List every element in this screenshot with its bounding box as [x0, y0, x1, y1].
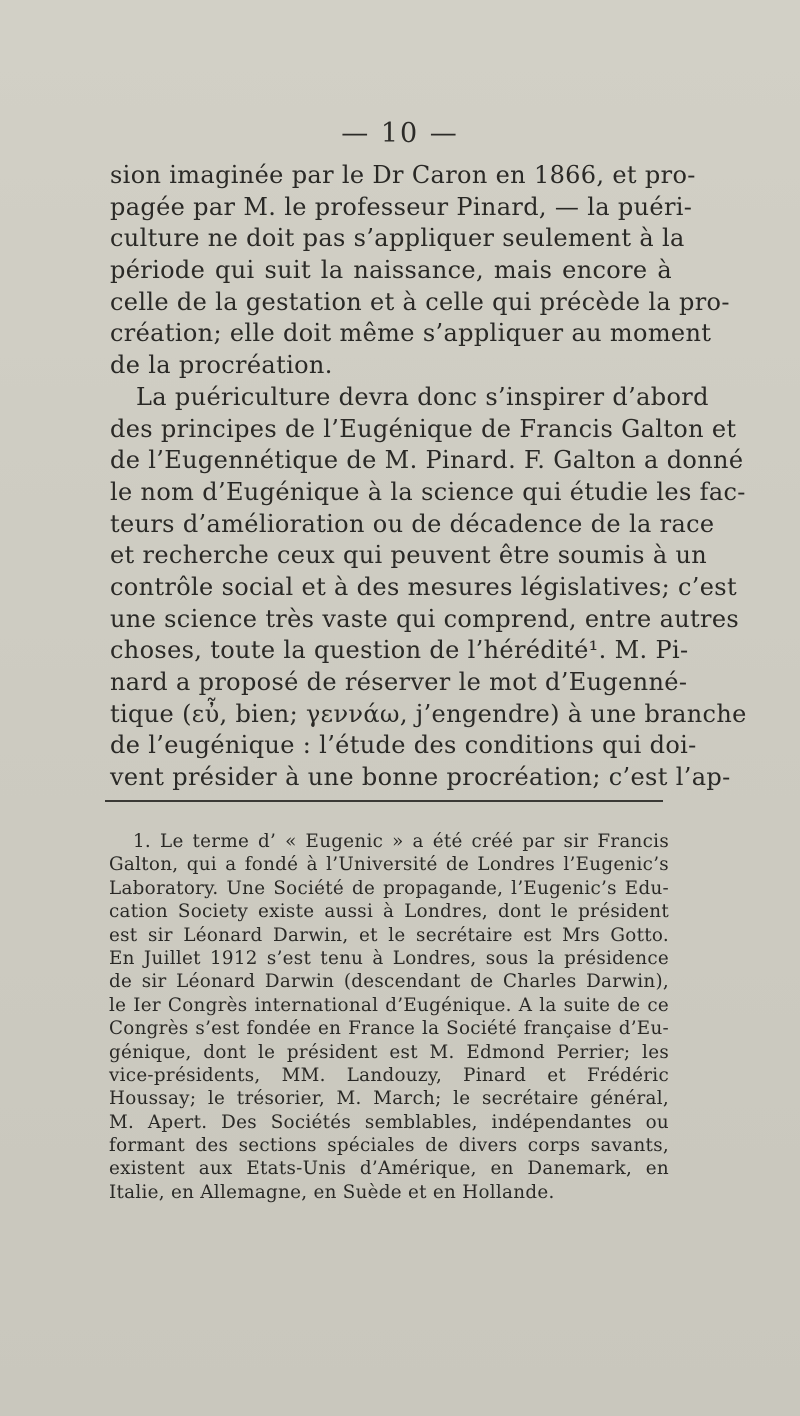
text-line: de l’eugénique : l’étude des conditions qui doi- [110, 731, 697, 760]
text-line: création; elle doit même s’appliquer au moment [110, 319, 712, 348]
text-line: de l’Eugennétique de M. Pinard. F. Galton a donné [110, 446, 744, 475]
text-line: pagée par M. le professeur Pinard, — la puéri- [110, 192, 693, 221]
footnote-line: Galton, qui a fondé à l’Université de Londres l’Eugenic’s [109, 854, 669, 876]
text-line: une science très vaste qui comprend, entre autres [110, 604, 740, 633]
text-line: culture ne doit pas s’appliquer seulement à la [110, 224, 685, 253]
footnote-line: 1. Le terme d’ « Eugenic » a été créé par sir Francis [133, 831, 669, 852]
footnote-line: M. Apert. Des Sociétés semblables, indépendantes ou [109, 1111, 669, 1133]
footnote-line: est sir Léonard Darwin, et le secrétaire est Mrs Gotto. [109, 924, 669, 946]
text-line: choses, toute la question de l’hérédité¹. M. Pi- [110, 636, 689, 665]
text-line: La puériculture devra donc s’inspirer d’abord [136, 382, 709, 411]
footnote-line: En Juillet 1912 s’est tenu à Londres, sous la présidence [109, 947, 669, 969]
text-line: tique (εὖ, bien; γεννάω, j’engendre) à une branche [110, 699, 747, 728]
footnote-line: vice-présidents, MM. Landouzy, Pinard et Frédéric [109, 1064, 669, 1086]
text-line: contrôle social et à des mesures législatives; c’est [110, 572, 737, 601]
footnote-line: cation Society existe aussi à Londres, dont le président [109, 901, 669, 923]
text-line: nard a proposé de réserver le mot d’Eugenné- [110, 668, 688, 696]
text-line: et recherche ceux qui peuvent être soumis à un [110, 541, 708, 570]
footnote [109, 830, 669, 1204]
text-line: celle de la gestation et à celle qui précède la pro- [110, 287, 730, 316]
text-line: vent présider à une bonne procréation; c’est l’ap- [110, 763, 731, 792]
page-number: — 10 — [341, 118, 459, 149]
text-line: de la procréation. [110, 351, 333, 380]
main-text [110, 160, 747, 794]
footnote-line: de sir Léonard Darwin (descendant de Charles Darwin), [109, 971, 669, 993]
footnote-line: le Ier Congrès international d’Eugénique. A la suite de ce [109, 994, 669, 1016]
footnote-line: Congrès s’est fondée en France la Société française d’Eu- [109, 1018, 669, 1040]
footnote-line: Italie, en Allemagne, en Suède et en Hollande. [109, 1181, 555, 1203]
footnote-line: Houssay; le trésorier, M. March; le secrétaire général, [109, 1088, 669, 1110]
text-line: période qui suit la naissance, mais encore à [110, 256, 672, 285]
footnote-line: formant des sections spéciales de divers corps savants, [109, 1135, 669, 1157]
footnote-divider [105, 800, 663, 802]
footnote-line: génique, dont le président est M. Edmond Perrier; les [109, 1041, 669, 1063]
footnote-line: existent aux Etats-Unis d’Amérique, en Danemark, en [109, 1158, 669, 1180]
text-line: teurs d’amélioration ou de décadence de la race [110, 509, 715, 538]
footnote-line: Laboratory. Une Société de propagande, l’Eugenic’s Edu- [109, 877, 669, 899]
text-line: des principes de l’Eugénique de Francis Galton et [110, 414, 737, 443]
text-line: sion imaginée par le Dr Caron en 1866, et pro- [110, 161, 696, 189]
text-line: le nom d’Eugénique à la science qui étudie les fac- [110, 477, 746, 506]
